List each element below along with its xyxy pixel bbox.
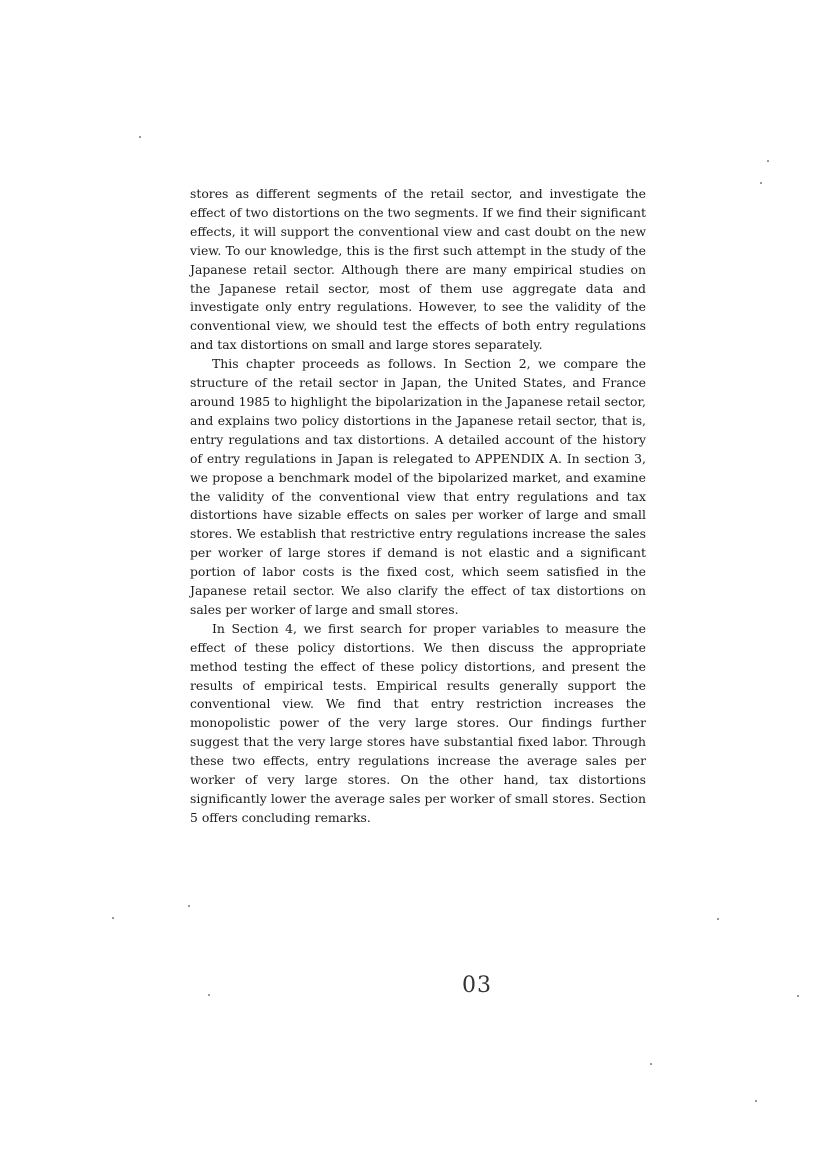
scan-speck <box>767 160 769 162</box>
scan-speck <box>755 1100 757 1102</box>
scan-speck <box>139 136 141 138</box>
paragraph-3: In Section 4, we first search for proper variables to measure the effect of these policy distortions. We then discuss the appropriate method testing the effect of these policy distortions, and present the results of empirical tests. Empirical results generally support the conventional view. We find that entry restriction increases the monopolistic power of the very large stores. Our findings further suggest that the very large stores have substantial fixed labor. Through these two effects, entry regulations increase the average sales per worker of very large stores. On the other hand, tax distortions significantly lower the average sales per worker of small stores. Section 5 offers concluding remarks. <box>190 620 646 825</box>
scan-speck <box>188 905 190 907</box>
scan-speck <box>760 182 762 184</box>
scan-speck <box>112 917 114 919</box>
page-number: 03 <box>462 973 492 998</box>
scan-speck <box>717 918 719 920</box>
scan-speck <box>650 1063 652 1065</box>
paragraph-1: stores as different segments of the retail sector, and investigate the effect of two distortions on the two segments. If we find their significant effects, it will support the conventional view and cast doubt on the new view. To our knowledge, this is the first such attempt in the study of the Japanese retail sector. Although there are many empirical studies on the Japanese retail sector, most of them use aggregate data and investigate only entry regulations. However, to see the validity of the conventional view, we should test the effects of both entry regulations and tax distortions on small and large stores separately. <box>190 186 646 353</box>
paragraph-2: This chapter proceeds as follows. In Section 2, we compare the structure of the retail sector in Japan, the United States, and France around 1985 to highlight the bipolarization in the Japanese retail sector, and explains two policy distortions in the Japanese retail sector, that is, entry regulations and tax distortions. A detailed account of the history of entry regulations in Japan is relegated to APPENDIX A. In section 3, we propose a benchmark model of the bipolarized market, and examine the validity of the conventional view that entry regulations and tax distortions have sizable effects on sales per worker of large and small stores. We establish that restrictive entry regulations increase the sales per worker of large stores if demand is not elastic and a significant portion of labor costs is the fixed cost, which seem satisfied in the Japanese retail sector. We also clarify the effect of tax distortions on sales per worker of large and small stores. <box>190 356 646 617</box>
body-text <box>190 185 646 828</box>
scan-speck <box>797 995 799 997</box>
scan-speck <box>208 994 210 996</box>
